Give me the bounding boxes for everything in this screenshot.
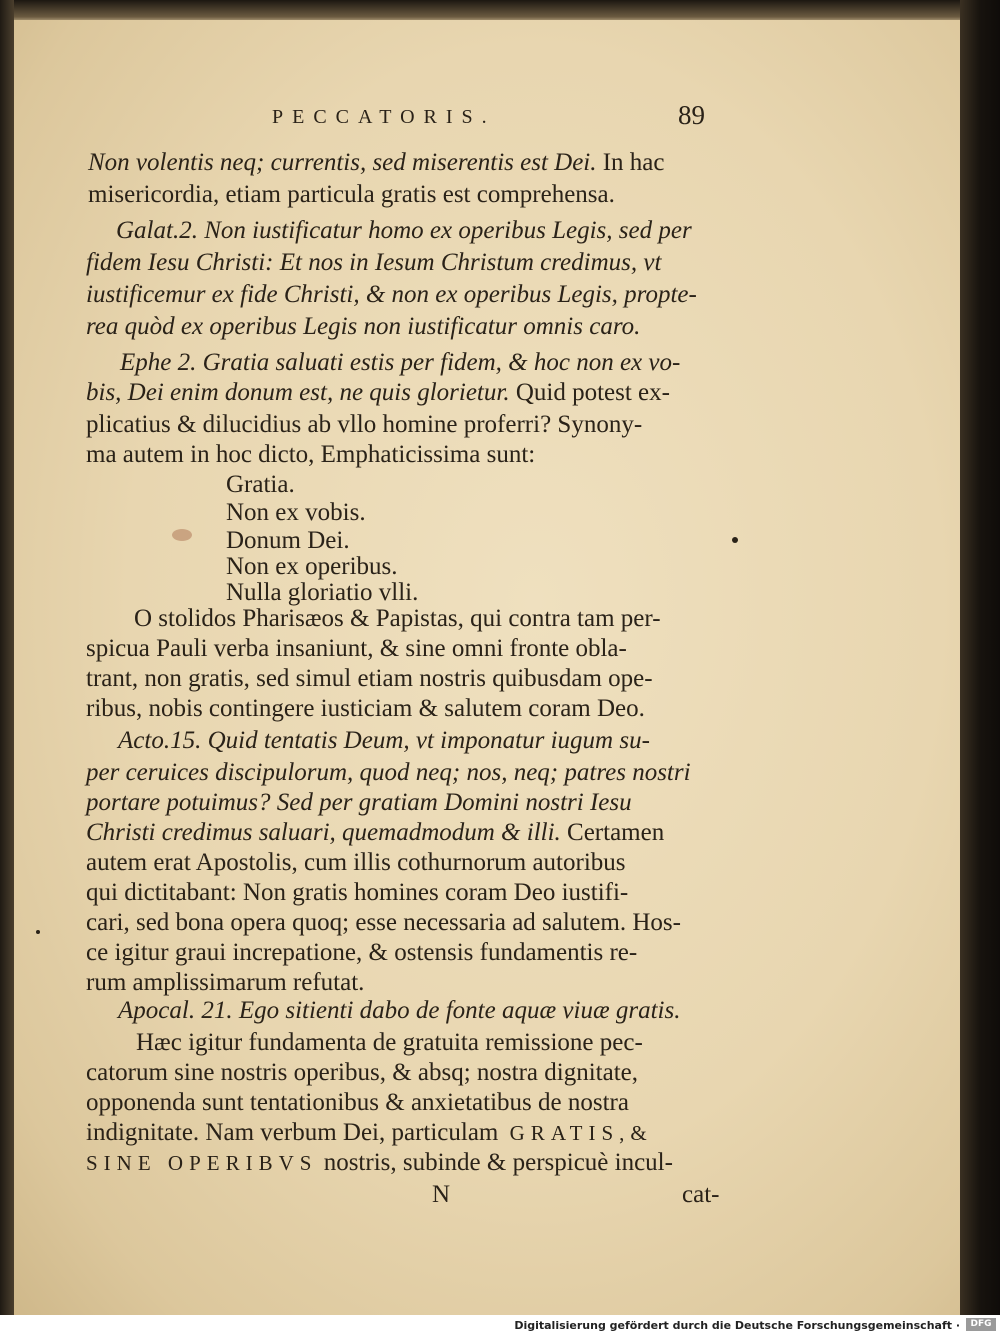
- text-line-28: rum amplissimarum refutat.: [86, 969, 365, 996]
- text-line-3: Galat.2. Non iustificatur homo ex operibus Legis, sed per: [116, 217, 692, 244]
- catchword: cat-: [682, 1181, 720, 1208]
- left-edge: [0, 0, 14, 1315]
- text-line-24: autem erat Apostolis, cum illis cothurnorum autoribus: [86, 849, 626, 876]
- text-line-21: per ceruices discipulorum, quod neq; nos, neq; patres nostri: [86, 759, 691, 786]
- paper-stain: [172, 529, 192, 541]
- text-line-2: misericordia, etiam particula gratis est comprehensa.: [88, 181, 615, 208]
- text-line-7: Ephe 2. Gratia saluati estis per fidem, & hoc non ex vo-: [120, 349, 681, 376]
- text-line-6: rea quòd ex operibus Legis non iustificatur omnis caro.: [86, 313, 641, 340]
- ink-speck: [732, 537, 738, 543]
- text-line-22: portare potuimus? Sed per gratiam Domini nostri Iesu: [86, 789, 632, 816]
- text-line-33: indignitate. Nam verbum Dei, particulam GRATIS,&: [86, 1119, 653, 1146]
- text-line-4: fidem Iesu Christi: Et nos in Iesum Christum credimus, vt: [86, 249, 662, 276]
- dfg-logo: DFG: [966, 1318, 996, 1331]
- text-line-23: Christi credimus saluari, quemadmodum & illi. Certamen: [86, 819, 665, 846]
- text-line-20: Acto.15. Quid tentatis Deum, vt imponatur iugum su-: [118, 727, 650, 754]
- text-line-26: cari, sed bona opera quoq; esse necessaria ad salutem. Hos-: [86, 909, 681, 936]
- text-line-32: opponenda sunt tentationibus & anxietatibus de nostra: [86, 1089, 629, 1116]
- list-line-5: Nulla gloriatio vlli.: [226, 579, 419, 606]
- page-text: [14, 20, 960, 1315]
- text-line-30: Hæc igitur fundamenta de gratuita remissione pec-: [136, 1029, 643, 1056]
- footer-credit: Digitalisierung gefördert durch die Deutsche Forschungsgemeinschaft ·: [514, 1319, 960, 1332]
- signature-mark: N: [432, 1181, 451, 1208]
- ink-speck-margin: [36, 930, 40, 934]
- list-line-4: Non ex operibus.: [226, 553, 398, 580]
- list-line-2: Non ex vobis.: [226, 499, 366, 526]
- text-line-34: SINE OPERIBVS nostris, subinde & perspicuè incul-: [86, 1149, 673, 1176]
- digitization-footer: [0, 1315, 1000, 1335]
- text-line-18: trant, non gratis, sed simul etiam nostris quibusdam ope-: [86, 665, 653, 692]
- text-line-27: ce igitur graui increpatione, & ostensis fundamentis re-: [86, 939, 638, 966]
- text-line-5: iustificemur ex fide Christi, & non ex operibus Legis, propte-: [86, 281, 697, 308]
- text-line-31: catorum sine nostris operibus, & absq; nostra dignitate,: [86, 1059, 638, 1086]
- right-edge: [960, 0, 1000, 1315]
- list-line-3: Donum Dei.: [226, 527, 350, 554]
- page-paper: [14, 20, 960, 1315]
- list-line-1: Gratia.: [226, 471, 295, 498]
- text-line-17: spicua Pauli verba insaniunt, & sine omni fronte obla-: [86, 635, 627, 662]
- page-number: 89: [678, 100, 705, 130]
- text-line-1: Non volentis neq; currentis, sed miserentis est Dei. In hac: [88, 149, 665, 176]
- text-line-29: Apocal. 21. Ego sitienti dabo de fonte aquæ viuæ gratis.: [118, 997, 681, 1024]
- text-line-8: bis, Dei enim donum est, ne quis glorietur. Quid potest ex-: [86, 379, 670, 406]
- running-title: PECCATORIS.: [272, 106, 496, 128]
- text-line-19: ribus, nobis contingere iusticiam & salutem coram Deo.: [86, 695, 645, 722]
- text-line-9: plicatius & dilucidius ab vllo homine proferri? Synony-: [86, 411, 643, 438]
- text-line-16: O stolidos Pharisæos & Papistas, qui contra tam per-: [134, 605, 661, 632]
- text-line-25: qui dictitabant: Non gratis homines coram Deo iustifi-: [86, 879, 629, 906]
- text-line-10: ma autem in hoc dicto, Emphaticissima sunt:: [86, 441, 536, 468]
